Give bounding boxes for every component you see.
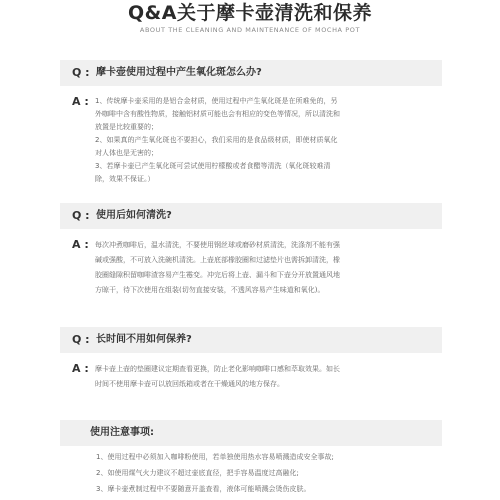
answer-line: 1、传统摩卡壶采用的是铝合金材质，使用过程中产生氧化斑是在所难免的，另 <box>95 97 338 105</box>
page-subtitle: ABOUT THE CLEANING AND MAINTENANCE OF MOCHA POT <box>139 26 361 34</box>
question-bar-3 <box>60 327 442 353</box>
notes-item: 1、使用过程中必须加入咖啡粉使用，若单独使用热水容易喷溅造成安全事故; <box>96 453 334 461</box>
answer-line: 每次冲煮咖啡后，温水清洗，不要使用钢丝球或磨砂材质清洗，洗涤剂不能有强 <box>95 241 340 249</box>
question-mark: Q : <box>72 209 90 222</box>
answer-line: 方晾干，待下次使用在组装(切勿直接安装，不透风容易产生味道和氧化)。 <box>95 286 325 294</box>
answer-text <box>95 95 440 186</box>
answer-line: 3、若摩卡壶已产生氧化斑可尝试使用柠檬酸或者食醋等清洗（氧化斑较难清 <box>95 162 331 170</box>
answer-line: 对人体也是无害的； <box>95 149 158 157</box>
answer-line: 摩卡壶上壶的垫圈建议定期查看更换，防止老化影响咖啡口感和萃取效果。如长 <box>95 365 340 373</box>
question-mark: Q : <box>72 66 90 79</box>
answer-line: 除，效果不保证。） <box>95 175 155 183</box>
answer-line: 外咖啡中含有酸性物质，接触铝材质可能也会有相应的变色等情况，所以清洗和 <box>95 110 340 118</box>
answer-line: 放置是比较重要的； <box>95 123 158 131</box>
page-title: Q&A关于摩卡壶清洗和保养 <box>128 2 372 24</box>
answer-line: 胶圈缝隙积留咖啡渣容易产生霉变。冲完后将上壶、漏斗和下壶分开放置通风地 <box>95 271 340 279</box>
answer-mark: A : <box>72 95 89 108</box>
notes-title-bar <box>60 420 442 446</box>
answer-line: 碱或强酸，不可放入洗碗机清洗。上壶底部橡胶圈和过滤垫片也需拆卸清洗，橡 <box>95 256 340 264</box>
notes-item: 3、摩卡壶煮制过程中不要随意开盖查看，液体可能喷溅会烫伤皮肤。 <box>96 485 311 493</box>
question-mark: Q : <box>72 333 90 346</box>
question-text: 摩卡壶使用过程中产生氧化斑怎么办? <box>96 67 262 78</box>
question-bar-2 <box>60 203 442 229</box>
question-text: 使用后如何清洗? <box>96 210 172 221</box>
answer-line: 2、如果真的产生氧化斑也不要担心，我们采用的是食品级材质，即使材质氧化 <box>95 136 338 144</box>
notes-list <box>96 449 436 497</box>
answer-line: 时间不使用摩卡壶可以放回纸箱或者在干燥通风的地方保存。 <box>95 380 284 388</box>
answer-mark: A : <box>72 238 89 251</box>
notes-item: 2、如使用煤气火力建议不超过壶底直径，把手容易温度过高融化; <box>96 469 299 477</box>
question-text: 长时间不用如何保养? <box>96 334 192 345</box>
answer-text <box>95 362 440 392</box>
answer-text <box>95 238 440 298</box>
notes-title: 使用注意事项: <box>90 427 154 438</box>
question-bar-1 <box>60 60 442 86</box>
answer-mark: A : <box>72 362 89 375</box>
